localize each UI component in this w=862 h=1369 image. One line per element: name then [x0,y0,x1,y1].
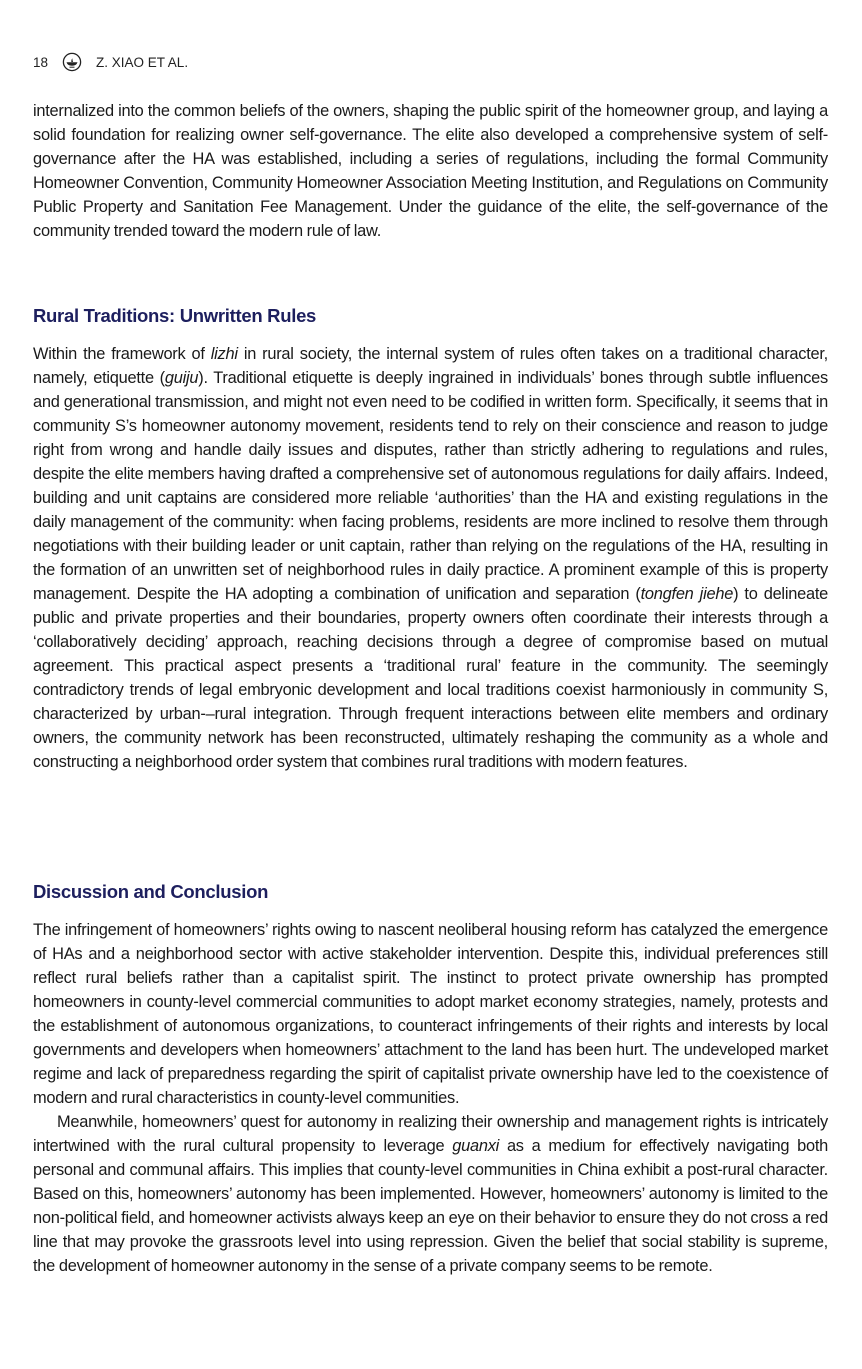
paragraph [33,342,828,774]
text-run: ) to delineate public and private properties and their boundaries, property owners often coordinate their interests through a ‘collaboratively deciding’ approach, reaching decisions through a degree of compromise based on mutual agreement. This practical aspect presents a ‘traditional rural’ feature in the community. The seemingly contradictory trends of legal embryonic development and local traditions coexist harmoniously in community S, characterized by urban-–rural integration. Through frequent interactions between elite members and ordinary owners, the community network has been reconstructed, ultimately reshaping the community as a whole and constructing a neighborhood order system that combines rural traditions with modern features. [33,585,828,771]
paragraph [33,1110,828,1278]
running-head [33,51,188,73]
italic-term: lizhi [210,345,238,363]
text-run: in rural society, the internal system of rules often takes on a traditional character, namely, etiquette ( [33,345,828,387]
italic-term: guiju [164,369,199,387]
rural-traditions-paragraphs [33,342,828,774]
text-run: as a medium for effectively navigating both personal and communal affairs. This implies that county-level communities in China exhibit a post-rural character. Based on this, homeowners’ autonomy has been implemented. However, homeowners’ autonomy is limited to the non-political field, and homeowner activists always keep an eye on their behavior to ensure they do not cross a red line that may provoke the grassroots level into using repression. Given the belief that social stability is supreme, the development of homeowner autonomy in the sense of a private company seems to be remote. [33,1137,829,1275]
publisher-lamp-icon [62,52,82,72]
continued-paragraphs [33,99,828,243]
page-number: 18 [33,54,49,70]
text-run: Within the framework of [33,345,211,363]
section-heading-rural-traditions: Rural Traditions: Unwritten Rules [33,305,317,326]
text-run: internalized into the common beliefs of the owners, shaping the public spirit of the homeowner group, and laying a solid foundation for realizing owner self-governance. The elite also developed a comprehensive system of self-governance after the HA was established, including a series of regulations, including the formal Community Homeowner Convention, Community Homeowner Association Meeting Institution, and Regulations on Community Public Property and Sanitation Fee Management. Under the guidance of the elite, the self-governance of the community trended toward the modern rule of law. [33,102,828,240]
section-heading-discussion: Discussion and Conclusion [33,881,269,902]
discussion-paragraphs [33,918,828,1278]
text-run: ). Traditional etiquette is deeply ingrained in individuals’ bones through subtle influences and generational transmission, and might not even need to be codified in written form. Specifically, it seems that in community S’s homeowner autonomy movement, residents tend to rely on their conscience and reason to judge right from wrong and handle daily issues and disputes, rather than strictly adhering to regulations and rules, despite the elite members having drafted a comprehensive set of autonomous regulations for daily affairs. Indeed, building and unit captains are considered more reliable ‘authorities’ than the HA and existing regulations in the daily management of the community: when facing problems, residents are more inclined to resolve them through negotiations with their building leader or unit captain, rather than relying on the regulations of the HA, resulting in the formation of an unwritten set of neighborhood rules in daily practice. A prominent example of this is property management. Despite the HA adopting a combination of unification and separation ( [33,369,828,603]
italic-term: tongfen jiehe [640,585,734,603]
running-head-authors: Z. XIAO ET AL. [96,54,189,70]
text-run: The infringement of homeowners’ rights owing to nascent neoliberal housing reform has catalyzed the emergence of HAs and a neighborhood sector with active stakeholder intervention. Despite this, individual preferences still reflect rural beliefs rather than a capitalist spirit. The instinct to protect private ownership has prompted homeowners in county-level commercial communities to adopt market economy strategies, namely, protests and the establishment of autonomous organizations, to counteract infringements of their rights and interests by local governments and developers when homeowners’ attachment to the land has been hurt. The undeveloped market regime and lack of preparedness regarding the spirit of capitalist private ownership have led to the coexistence of modern and rural characteristics in county-level communities. [33,921,828,1107]
paragraph [33,918,828,1110]
italic-term: guanxi [452,1137,500,1155]
paragraph [33,99,828,243]
text-run: Meanwhile, homeowners’ quest for autonomy in realizing their ownership and management rights is intricately intertwined with the rural cultural propensity to leverage [33,1113,828,1155]
